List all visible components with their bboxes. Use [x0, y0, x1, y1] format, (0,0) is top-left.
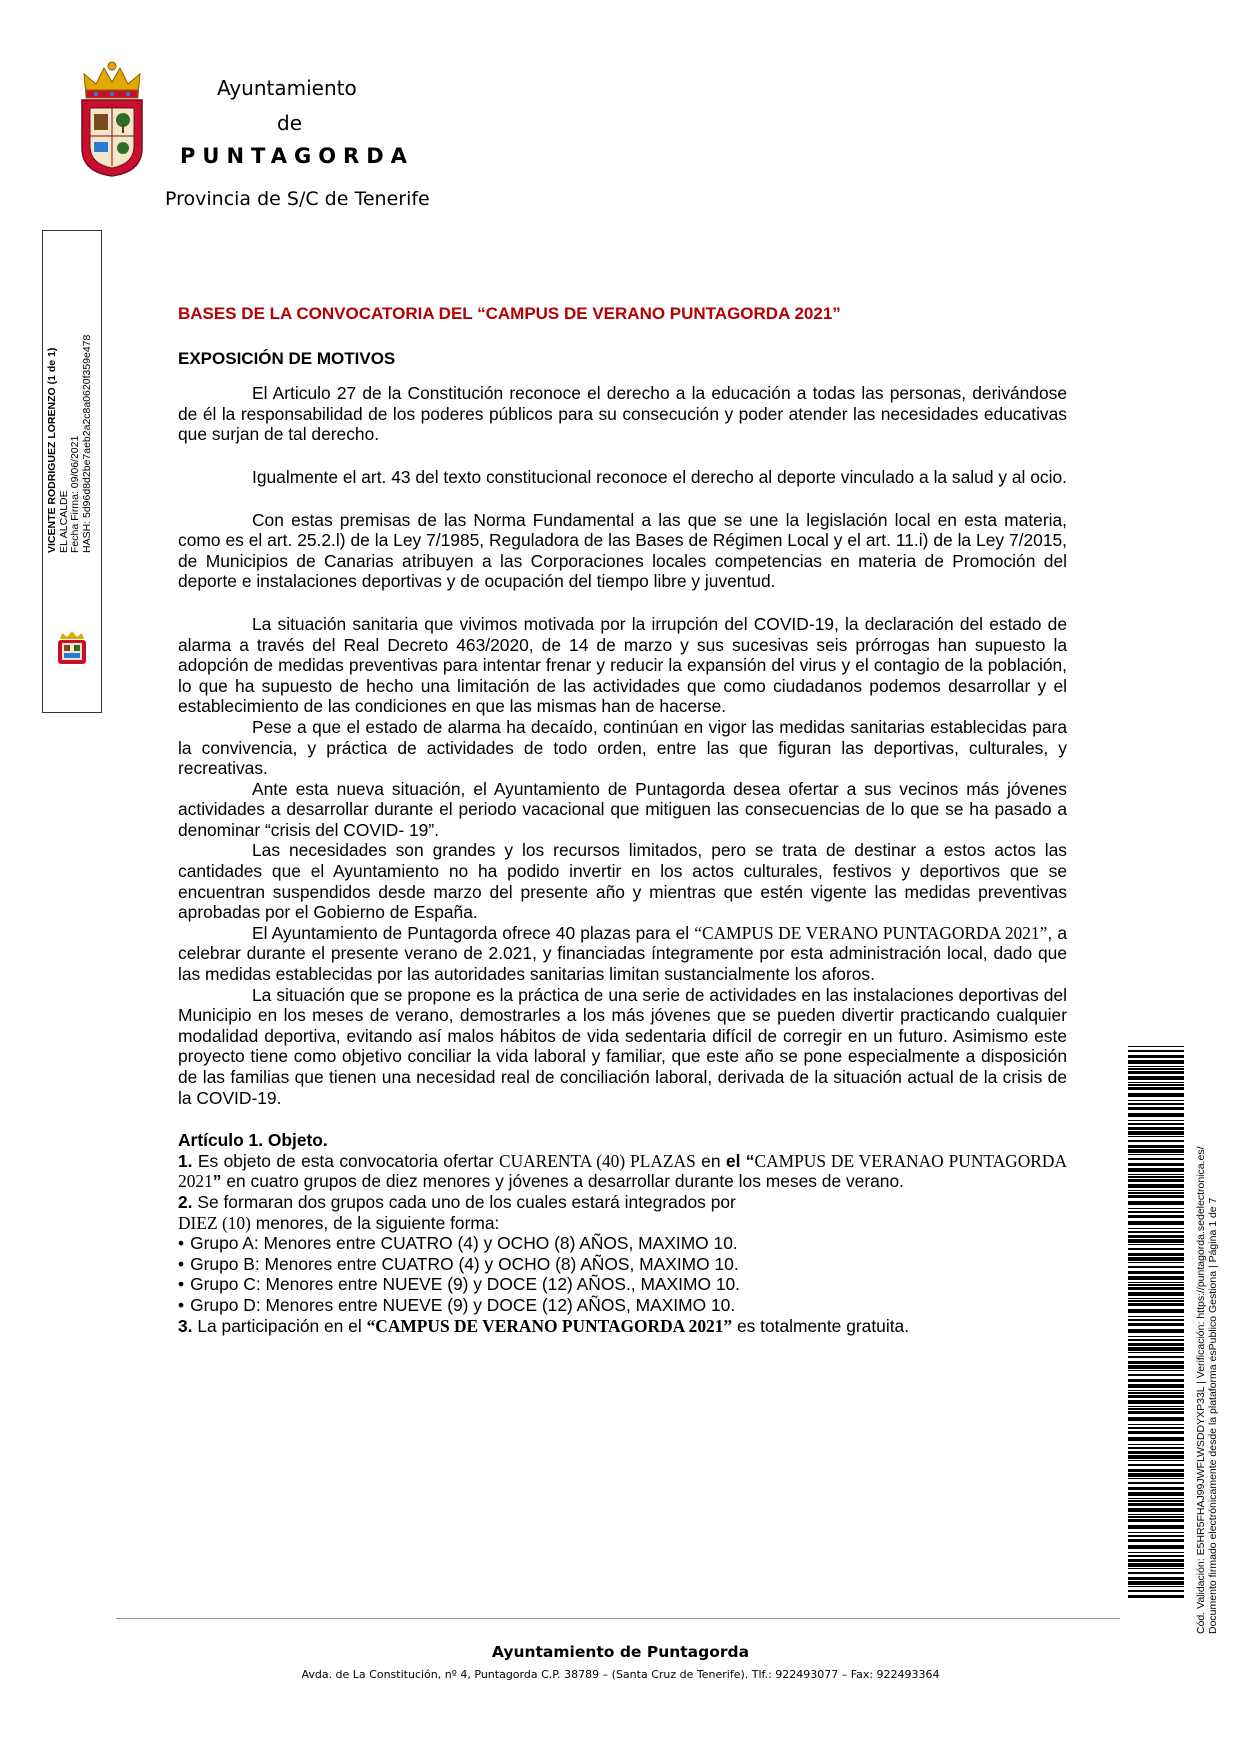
barcode-bar — [1128, 1539, 1184, 1542]
barcode-bar — [1128, 1455, 1184, 1459]
barcode-bar — [1128, 1287, 1184, 1290]
barcode-bar — [1128, 1239, 1184, 1243]
barcode-bar — [1128, 1516, 1184, 1518]
paragraph-4: La situación sanitaria que vivimos motivada por la irrupción del COVID-19, la declaración del estado de alarma a través del Real Decreto 463/2020, de 14 de marzo y sus sucesivas seis prórrogas han supuesto la adopción de medidas preventivas para intentar frenar y reducir la expansión del virus y el contagio de la población, lo que ha supuesto de hecho una limitación de las actividades que como ciudadanos podemos desarrollar y el establecimiento de las condiciones en que las mismas han de hacerse. — [178, 613, 1067, 717]
barcode-bar — [1128, 1519, 1184, 1522]
barcode-bar — [1128, 1076, 1184, 1080]
barcode-bar — [1128, 1329, 1184, 1333]
barcode-bar — [1128, 1365, 1184, 1369]
point-1-text-d: en cuatro grupos de diez menores y jóvenes a desarrollar durante los meses de verano. — [226, 1171, 904, 1192]
barcode-bar — [1128, 1131, 1184, 1135]
point-1-quote-close: ” — [212, 1171, 222, 1192]
small-crest-icon — [52, 629, 92, 669]
point-1-campus-name: CAMPUS DE VERANAO PUNTAGORDA 2021 — [178, 1150, 1068, 1192]
barcode-bar — [1128, 1215, 1184, 1218]
point-2-count: DIEZ (10) — [178, 1212, 251, 1233]
barcode-bar — [1128, 1309, 1184, 1313]
barcode-bar — [1128, 1190, 1184, 1191]
barcode-bar — [1128, 1298, 1184, 1299]
barcode-bar — [1128, 1545, 1184, 1549]
barcode-bar — [1128, 1498, 1184, 1499]
article-1-title: Artículo 1. Objeto. — [178, 1130, 328, 1151]
barcode-bar — [1128, 1361, 1184, 1364]
barcode-bar — [1128, 1195, 1184, 1198]
barcode-bar — [1128, 1084, 1184, 1086]
barcode-bar — [1128, 1316, 1184, 1317]
barcode-bar — [1128, 1244, 1184, 1245]
barcode-bar — [1128, 1179, 1184, 1182]
barcode-bar — [1128, 1464, 1184, 1466]
p8-text-c: , a celebrar durante el presente verano de 2.021, y financiadas íntegramente por esta administración local, dado que las medidas establecidas por las autoridades sanitarias limitan sustancialmente los aforos. — [178, 922, 1067, 985]
municipal-crest-icon — [78, 60, 146, 178]
barcode-bar — [1128, 1535, 1184, 1537]
barcode-bar — [1128, 1046, 1184, 1047]
point-1-text-a: Es objeto de esta convocatoria ofertar — [197, 1150, 494, 1171]
signature-date: Fecha Firma: 09/06/2021 — [69, 435, 81, 553]
barcode-bar — [1128, 1248, 1184, 1250]
barcode-bar — [1128, 1257, 1184, 1261]
article-1-point-2 — [178, 1192, 1067, 1233]
barcode-bar — [1128, 1266, 1184, 1268]
point-3-text-a: La participación en el — [197, 1315, 362, 1336]
barcode-bar — [1128, 1068, 1184, 1070]
group-a: • Grupo A: Menores entre CUATRO (4) y OCHO (8) AÑOS, MAXIMO 10. — [178, 1233, 1067, 1254]
barcode-bar — [1128, 1208, 1184, 1209]
group-d: • Grupo D: Menores entre NUEVE (9) y DOCE (12) AÑOS, MAXIMO 10. — [178, 1295, 1067, 1316]
barcode-bar — [1128, 1577, 1184, 1580]
barcode-bar — [1128, 1514, 1184, 1515]
validation-code: Cód. Validación: E5HR5FHAJ99JWFLWSDDYXP33L | Verificación: https://puntagorda.sedelectronica.es/ — [1195, 1146, 1207, 1634]
barcode-bar — [1128, 1400, 1184, 1404]
signature-hash: HASH: 5d96d8d2be7aeb2a2c8a0620f359e478 — [80, 334, 93, 553]
barcode-bar — [1128, 1228, 1184, 1229]
article-1-point-1 — [178, 1151, 1067, 1192]
barcode-bar — [1128, 1356, 1184, 1358]
barcode-bar — [1128, 1055, 1184, 1058]
barcode-bar — [1128, 1174, 1184, 1175]
barcode-bar — [1128, 1347, 1184, 1351]
barcode-bar — [1128, 1492, 1184, 1496]
barcode-bar — [1128, 1082, 1184, 1083]
barcode-bar — [1128, 1379, 1184, 1382]
paragraph-8 — [178, 923, 1067, 985]
validation-barcode — [1128, 1046, 1184, 1598]
paragraph-3: Con estas premisas de las Norma Fundamental a las que se une la legislación local en esta materia, como es el art. 25.2.l) de la Ley 7/1985, Reguladora de las Bases de Régimen Local y el art. 11.i) de la Ley 7/2015, de Municipios de Canarias atribuyen a las Corporaciones locales competencias en materia de Promoción del deporte e instalaciones deportivas y de ocupación del tiempo libre y juventud. — [178, 509, 1067, 592]
barcode-bar — [1128, 1417, 1184, 1421]
barcode-bar — [1128, 1384, 1184, 1388]
signer-name: VICENTE RODRIGUEZ LORENZO (1 de 1) — [46, 347, 58, 553]
barcode-bar — [1128, 1120, 1184, 1121]
barcode-bar — [1128, 1555, 1184, 1557]
point-2-text-a: Se formaran dos grupos cada uno de los cuales estará integrados por — [197, 1191, 736, 1212]
org-name-line-2: de — [277, 111, 302, 135]
p8-campus-name: “CAMPUS DE VERANO PUNTAGORDA 2021” — [694, 922, 1048, 943]
barcode-bar — [1128, 1503, 1184, 1506]
barcode-bar — [1128, 1563, 1184, 1567]
barcode-bar — [1128, 1087, 1184, 1090]
barcode-bar — [1128, 1282, 1184, 1283]
footer-address: Avda. de La Constitución, nº 4, Puntagorda C.P. 38789 – (Santa Cruz de Tenerife). Tlf.: 922493077 – Fax: 922493364 — [301, 1668, 940, 1681]
barcode-bar — [1128, 1192, 1184, 1194]
footer-org: Ayuntamiento de Puntagorda — [491, 1643, 750, 1661]
barcode-bar — [1128, 1262, 1184, 1263]
barcode-bar — [1128, 1460, 1184, 1461]
barcode-bar — [1128, 1107, 1184, 1110]
paragraph-2: Igualmente el art. 43 del texto constitucional reconoce el derecho al deporte vinculado a la salud y al ocio. — [252, 466, 1067, 487]
group-b: • Grupo B: Menores entre CUATRO (4) y OCHO (8) AÑOS, MAXIMO 10. — [178, 1254, 1067, 1275]
barcode-bar — [1128, 1127, 1184, 1130]
barcode-bar — [1128, 1482, 1184, 1484]
paragraph-9: La situación que se propone es la práctica de una serie de actividades en las instalaciones deportivas del Municipio en los meses de verano, demostrarles a los más jóvenes que se pueden divertir practicando cualquier modalidad deportiva, evitando así malos hábitos de vida sedentaria difícil de corregir en un futuro. Asimismo este proyecto tiene como objetivo conciliar la vida laboral y familiar, que este año se pone especialmente a disposición de las familias que tienen una necesidad real de conciliación laboral, derivada de la situación actual de la crisis de la COVID-19. — [178, 984, 1067, 1108]
barcode-bar — [1128, 1568, 1184, 1569]
barcode-bar — [1128, 1451, 1184, 1454]
point-number: 1. — [178, 1150, 193, 1171]
barcode-bar — [1128, 1319, 1184, 1321]
barcode-bar — [1128, 1444, 1184, 1445]
point-3-text-b: es totalmente gratuita. — [736, 1315, 910, 1336]
barcode-bar — [1128, 1532, 1184, 1533]
document-body — [178, 304, 1067, 1336]
barcode-bar — [1128, 1572, 1184, 1574]
barcode-bar — [1128, 1154, 1184, 1155]
barcode-bar — [1128, 1071, 1184, 1074]
point-number: 2. — [178, 1191, 193, 1212]
barcode-bar — [1128, 1469, 1184, 1472]
article-1-point-3 — [178, 1316, 1067, 1337]
paragraph-1: El Articulo 27 de la Constitución reconoce el derecho a la educación a todas las personas, derivándose de él la responsabilidad de los poderes públicos para su consecución y poder atender las necesidades educativas que surjan de tal derecho. — [178, 383, 1067, 445]
org-name-puntagorda: PUNTAGORDA — [180, 144, 414, 168]
barcode-bar — [1128, 1276, 1184, 1280]
barcode-bar — [1128, 1284, 1184, 1286]
point-number: 3. — [178, 1315, 193, 1336]
barcode-bar — [1128, 1559, 1184, 1562]
barcode-bar — [1128, 1123, 1184, 1125]
barcode-bar — [1128, 1478, 1184, 1479]
barcode-bar — [1128, 1231, 1184, 1233]
barcode-bar — [1128, 1339, 1184, 1341]
barcode-bar — [1128, 1374, 1184, 1376]
barcode-bar — [1128, 1235, 1184, 1238]
barcode-bar — [1128, 1103, 1184, 1105]
signature-box — [42, 230, 102, 713]
barcode-bar — [1128, 1586, 1184, 1587]
barcode-bar — [1128, 1395, 1184, 1398]
point-2-text-b: menores, de la siguiente forma: — [255, 1212, 500, 1233]
barcode-bar — [1128, 1525, 1184, 1529]
barcode-bar — [1128, 1437, 1184, 1441]
org-name-line-1: Ayuntamiento — [217, 76, 357, 100]
point-1-text-b: en — [701, 1150, 721, 1171]
barcode-bar — [1128, 1323, 1184, 1326]
barcode-bar — [1128, 1473, 1184, 1477]
barcode-bar — [1128, 1093, 1184, 1097]
barcode-bar — [1128, 1100, 1184, 1101]
barcode-bar — [1128, 1211, 1184, 1213]
barcode-bar — [1128, 1066, 1184, 1067]
section-heading: EXPOSICIÓN DE MOTIVOS — [178, 348, 396, 368]
barcode-bar — [1128, 1431, 1184, 1434]
barcode-bar — [1128, 1158, 1184, 1160]
barcode-bar — [1128, 1163, 1184, 1166]
barcode-bar — [1128, 1221, 1184, 1225]
barcode-bar — [1128, 1184, 1184, 1188]
group-c: • Grupo C: Menores entre NUEVE (9) y DOCE (12) AÑOS., MAXIMO 10. — [178, 1274, 1067, 1295]
barcode-bar — [1128, 1424, 1184, 1425]
barcode-bar — [1128, 1352, 1184, 1353]
barcode-bar — [1128, 1145, 1184, 1148]
barcode-bar — [1128, 1590, 1184, 1592]
barcode-bar — [1128, 1408, 1184, 1410]
barcode-bar — [1128, 1552, 1184, 1553]
barcode-bar — [1128, 1271, 1184, 1274]
barcode-bar — [1128, 1487, 1184, 1490]
barcode-bar — [1128, 1149, 1184, 1153]
paragraph-6: Ante esta nueva situación, el Ayuntamiento de Puntagorda desea ofertar a sus vecinos más jóvenes actividades a desarrollar durante el periodo vacacional que mitiguen las consecuencias de lo que se ha pasado a denominar “crisis del COVID- 19”. — [178, 778, 1067, 840]
barcode-bar — [1128, 1300, 1184, 1302]
paragraph-5: Pese a que el estado de alarma ha decaído, continúan en vigor las medidas sanitarias establecidas para la convivencia, y práctica de actividades de todo orden, entre las que figuran las deportivas, culturales, y recreativas. — [178, 716, 1067, 779]
barcode-bar — [1128, 1336, 1184, 1337]
barcode-bar — [1128, 1292, 1184, 1296]
barcode-bar — [1128, 1447, 1184, 1449]
barcode-bar — [1128, 1427, 1184, 1429]
org-province: Provincia de S/C de Tenerife — [165, 188, 430, 210]
point-1-text-c: el “ — [725, 1150, 755, 1171]
barcode-bar — [1128, 1595, 1184, 1598]
barcode-bar — [1128, 1113, 1184, 1117]
barcode-bar — [1128, 1411, 1184, 1414]
barcode-bar — [1128, 1370, 1184, 1371]
point-3-campus-name: “CAMPUS DE VERANO PUNTAGORDA 2021” — [366, 1315, 733, 1336]
barcode-bar — [1128, 1392, 1184, 1394]
barcode-bar — [1128, 1343, 1184, 1346]
barcode-bar — [1128, 1140, 1184, 1142]
validation-platform: Documento firmado electrónicamente desde la plataforma esPublico Gestiona | Página 1 de 7 — [1206, 1197, 1219, 1634]
paragraph-7: Las necesidades son grandes y los recursos limitados, pero se trata de destinar a estos actos las cantidades que el Ayuntamiento no ha podido invertir en los actos culturales, festivos y deportivos que se encuentran suspendidos desde marzo del presente año y mientras que estén vigente las medidas preventivas aprobadas por el Gobierno de España. — [178, 840, 1067, 923]
barcode-bar — [1128, 1581, 1184, 1585]
signer-role: EL ALCALDE — [57, 490, 70, 553]
document-title: BASES DE LA CONVOCATORIA DEL “CAMPUS DE VERANO PUNTAGORDA 2021” — [178, 304, 841, 323]
p8-text-a: El Ayuntamiento de Puntagorda ofrece 40 plazas para el — [252, 922, 690, 943]
barcode-bar — [1128, 1168, 1184, 1172]
barcode-bar — [1128, 1500, 1184, 1502]
barcode-bar — [1128, 1253, 1184, 1256]
footer-divider — [116, 1618, 1120, 1619]
barcode-bar — [1128, 1176, 1184, 1178]
barcode-bar — [1128, 1136, 1184, 1137]
barcode-bar — [1128, 1406, 1184, 1407]
barcode-bar — [1128, 1508, 1184, 1512]
barcode-bar — [1128, 1201, 1184, 1205]
point-1-places: CUARENTA (40) PLAZAS — [498, 1150, 696, 1171]
barcode-bar — [1128, 1303, 1184, 1306]
barcode-bar — [1128, 1060, 1184, 1064]
barcode-bar — [1128, 1390, 1184, 1391]
barcode-bar — [1128, 1050, 1184, 1052]
